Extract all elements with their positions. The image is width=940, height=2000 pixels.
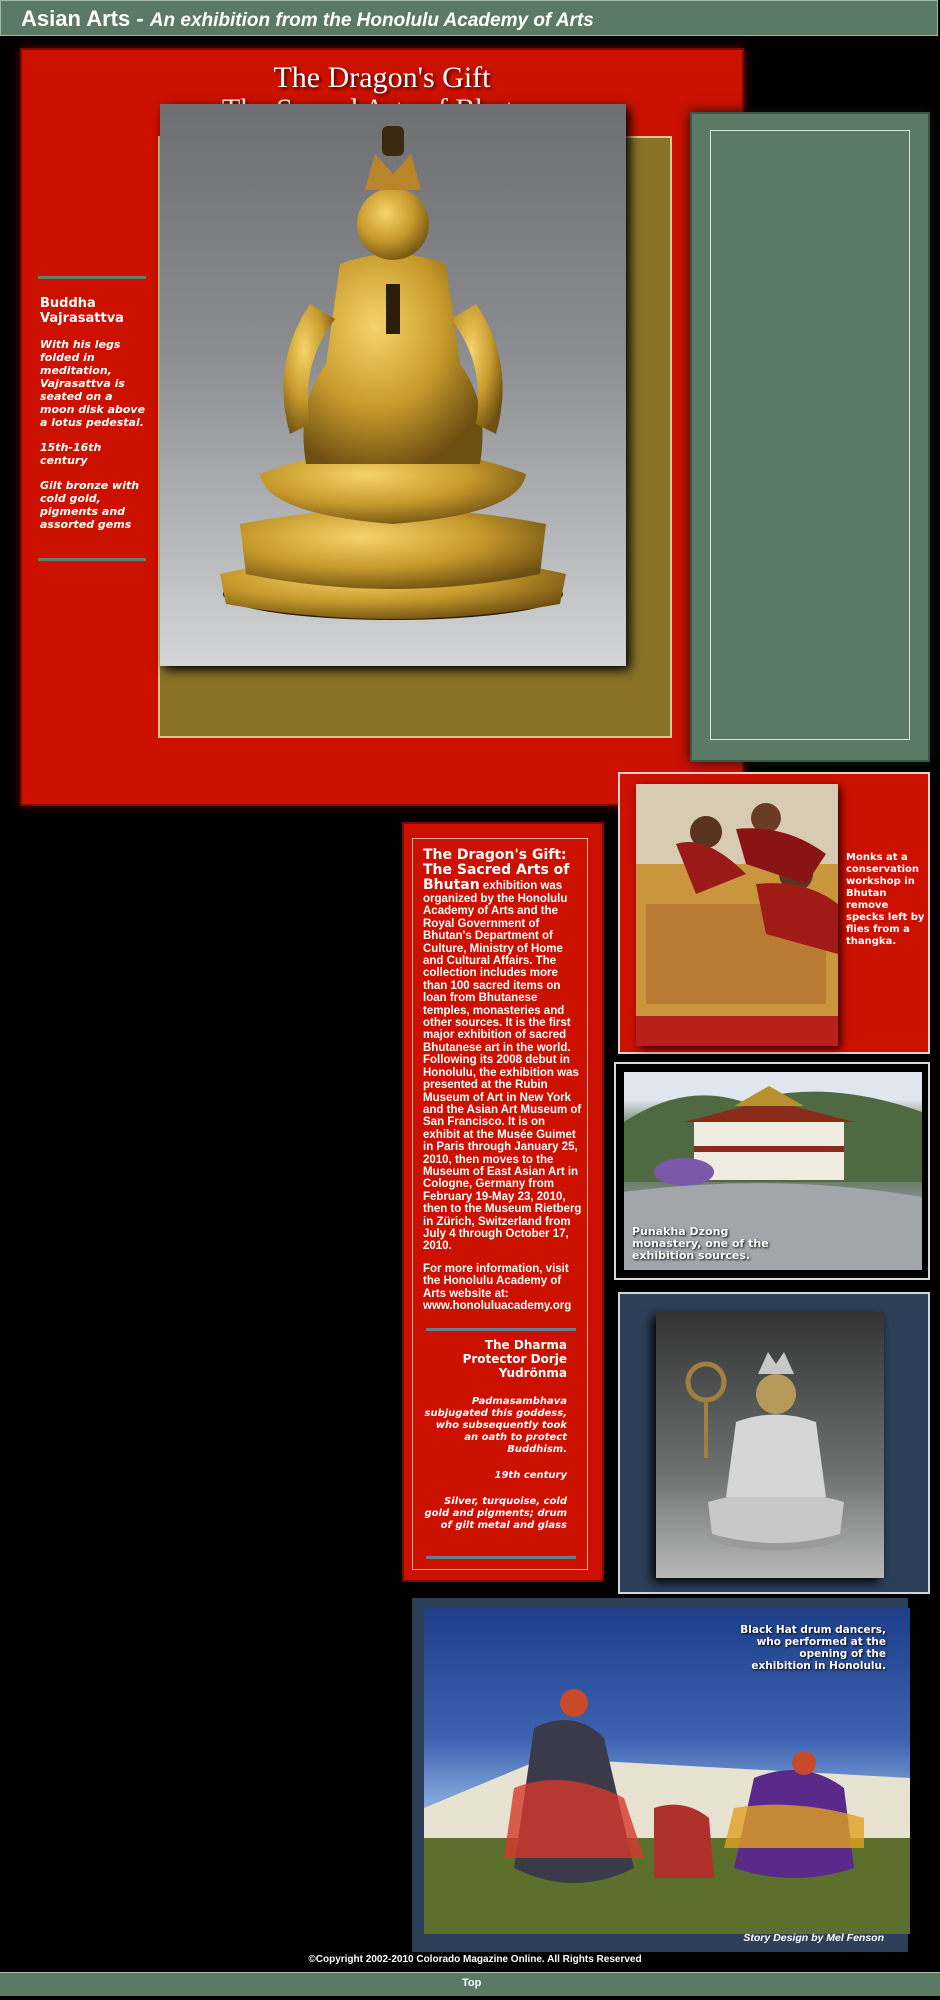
dorje-yudronma-statue-photo [656, 1312, 884, 1578]
dharma-divider-bottom [426, 1556, 576, 1559]
academy-website-link[interactable]: www.honoluluacademy.org [423, 1300, 572, 1312]
dharma-date: 19th century [494, 1470, 567, 1481]
story-design-credit: Story Design by Mel Fenson [743, 1932, 884, 1944]
artwork-materials: Gilt bronze with cold gold, pigments and assorted gems [40, 479, 140, 531]
dorje-illustration [656, 1312, 884, 1578]
more-info-text: For more information, visit the Honolulu Academy of Arts website at: [423, 1262, 569, 1300]
copyright-notice: ©Copyright 2002-2010 Colorado Magazine Online. All Rights Reserved [308, 1954, 642, 1965]
punakha-caption: Punakha Dzong monastery, one of the exhibition sources. [632, 1225, 769, 1262]
caption-divider-top [38, 276, 146, 279]
exhibition-article [423, 848, 583, 1322]
side-decorative-panel [690, 112, 930, 762]
site-header [0, 0, 938, 36]
site-subtitle: An exhibition from the Honolulu Academy of Arts [149, 10, 594, 31]
site-title [21, 6, 594, 32]
monks-thangka-photo [636, 784, 838, 1046]
title-line-1: The Dragon's Gift [273, 61, 491, 94]
monks-illustration [636, 784, 838, 1046]
dharma-divider-top [426, 1328, 576, 1331]
dharma-protector-caption [424, 1338, 567, 1546]
article-lead: The Dragon's Gift: The Sacred Arts of Bhutan [423, 847, 570, 893]
dharma-materials: Silver, turquoise, cold gold and pigments; drum of gilt metal and glass [424, 1496, 567, 1531]
statue-illustration [160, 104, 626, 666]
dharma-title: The Dharma Protector Dorje Yudrönma [462, 1338, 567, 1380]
artwork-description: With his legs folded in meditation, Vajrasattva is seated on a moon disk above a lotus pedestal. [40, 338, 146, 429]
artwork-date: 15th-16th century [40, 441, 102, 467]
monks-caption: Monks at a conservation workshop in Bhutan remove specks left by flies from a thangka. [846, 852, 925, 947]
caption-divider-bottom [38, 558, 146, 561]
title-separator: - [130, 6, 150, 31]
back-to-top-link[interactable]: Top [462, 1977, 482, 1989]
side-panel-inner-border [710, 130, 910, 740]
dharma-description: Padmasambhava subjugated this goddess, who subsequently took an oath to protect Buddhism. [424, 1396, 567, 1455]
dancers-caption: Black Hat drum dancers, who performed at the opening of the exhibition in Honolulu. [740, 1624, 886, 1672]
article-body: exhibition was organized by the Honolulu Academy of Arts and the Royal Government of Bhutan's Department of Culture, Ministry of Home and Cultural Affairs. The collection includes more than 100 sacred items on loan from Bhutanese temples, monasteries and other sources. It is the first major exhibition of sacred Bhutanese art in the world. Following its 2008 debut in Honolulu, the exhibition was presented at the Rubin Museum of Art in New York and the Asian Art Museum of San Francisco. It is on exhibit at the Musée Guimet in Paris through January 25, 2010, then moves to the Museum of East Asian Art in Cologne, Germany from February 19-May 23, 2010, then to the Museum Rietberg in Zürich, Switzerland from July 4 through October 17, 2010. [423, 880, 582, 1253]
site-name: Asian Arts [21, 6, 131, 31]
vajrasattva-statue-image [160, 104, 626, 666]
artwork-title: Buddha Vajrasattva [40, 296, 124, 326]
artwork-caption [40, 296, 150, 543]
